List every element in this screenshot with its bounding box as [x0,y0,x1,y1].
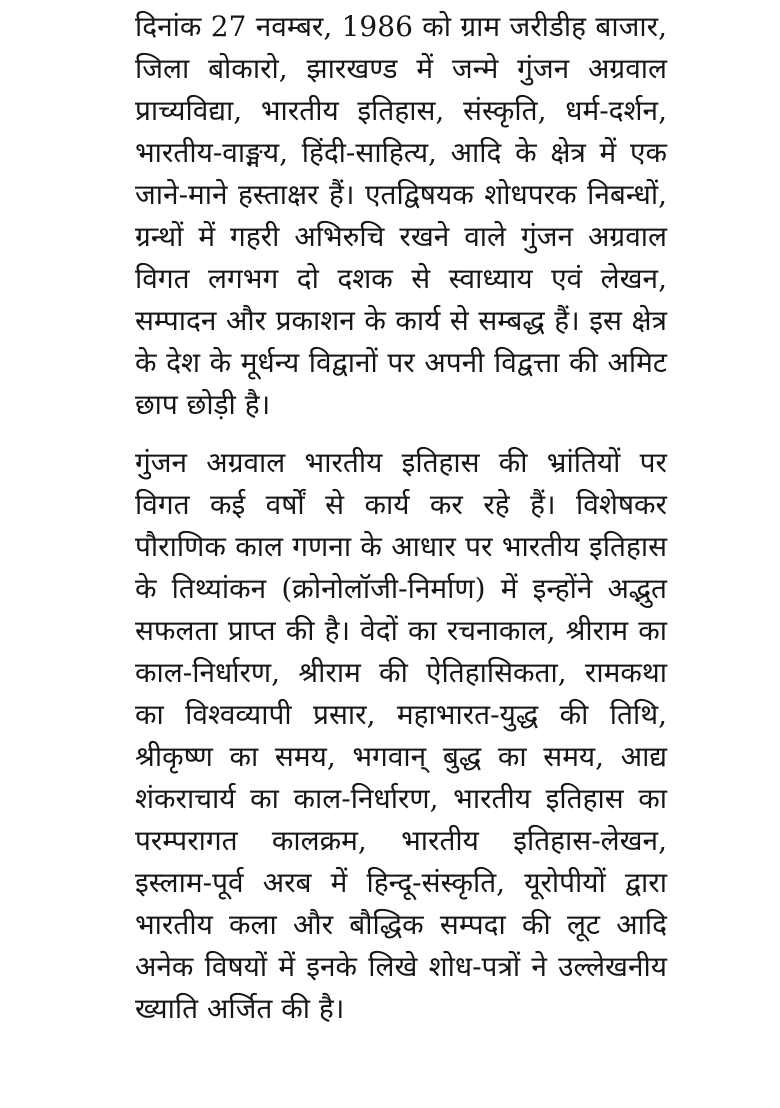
text-block [135,6,667,1030]
bio-paragraph-1: दिनांक 27 नवम्बर, 1986 को ग्राम जरीडीह बाजार, जिला बोकारो, झारखण्ड में जन्मे गुंजन अग्रवाल प्राच्यविद्या, भारतीय इतिहास, संस्कृति, धर्म-दर्शन, भारतीय-वाङ्मय, हिंदी-साहित्य, आदि के क्षेत्र में एक जाने-माने हस्ताक्षर हैं। एतद्विषयक शोधपरक निबन्धों, ग्रन्थों में गहरी अभिरुचि रखने वाले गुंजन अग्रवाल विगत लगभग दो दशक से स्वाध्याय एवं लेखन, सम्पादन और प्रकाशन के कार्य से सम्बद्ध हैं। इस क्षेत्र के देश के मूर्धन्य विद्वानों पर अपनी विद्वत्ता की अमिट छाप छोड़ी है। [135,10,667,421]
bio-paragraph-2: गुंजन अग्रवाल भारतीय इतिहास की भ्रांतियों पर विगत कई वर्षों से कार्य कर रहे हैं। विशेषकर पौराणिक काल गणना के आधार पर भारतीय इतिहास के तिथ्यांकन (क्रोनोलॉजी-निर्माण) में इन्होंने अद्भुत सफलता प्राप्त की है। वेदों का रचनाकाल, श्रीराम का काल-निर्धारण, श्रीराम की ऐतिहासिकता, रामकथा का विश्वव्यापी प्रसार, महाभारत-युद्ध की तिथि, श्रीकृष्ण का समय, भगवान् बुद्ध का समय, आद्य शंकराचार्य का काल-निर्धारण, भारतीय इतिहास का परम्परागत कालक्रम, भारतीय इतिहास-लेखन, इस्लाम-पूर्व अरब में हिन्दू-संस्कृति, यूरोपीयों द्वारा भारतीय कला और बौद्धिक सम्पदा की लूट आदि अनेक विषयों में इनके लिखे शोध-पत्रों ने उल्लेखनीय ख्याति अर्जित की है। [135,446,667,1025]
